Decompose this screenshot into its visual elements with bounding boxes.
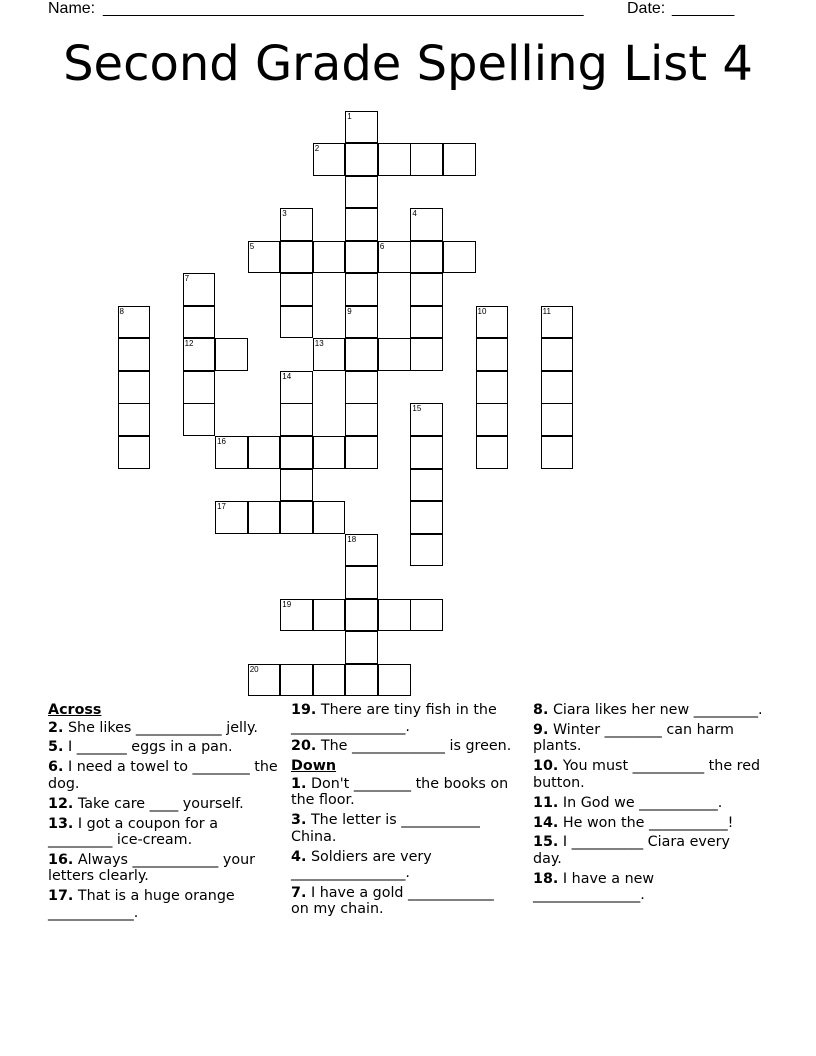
crossword-cell[interactable] <box>183 273 216 306</box>
clue-down-18: 18. I have a new _______________. <box>533 870 655 904</box>
clue-number: 18 <box>347 534 357 544</box>
clue-number: 11 <box>542 306 551 316</box>
crossword-cell[interactable] <box>410 208 443 241</box>
clue-down-9: 9. Winter ________ can harm plants. <box>533 721 734 755</box>
clue-down-15: 15. I __________ Ciara every day. <box>533 834 730 867</box>
crossword-cell[interactable] <box>118 403 151 436</box>
clue-number: 7 <box>184 274 190 284</box>
crossword-cell[interactable] <box>345 631 378 664</box>
clue-across-16: 16. Always ____________ your letters clearly. <box>48 851 256 885</box>
date-label: Date: <box>627 0 666 17</box>
crossword-cell[interactable] <box>476 436 509 469</box>
crossword-cell[interactable] <box>541 306 574 339</box>
crossword-cell[interactable] <box>215 501 248 534</box>
crossword-cell[interactable] <box>410 501 443 534</box>
crossword-cell[interactable] <box>118 371 151 404</box>
clues-column-3 <box>533 702 763 907</box>
crossword-cell[interactable] <box>345 534 378 567</box>
crossword-cell[interactable] <box>345 338 378 371</box>
crossword-cell[interactable] <box>345 599 378 632</box>
crossword-cell[interactable] <box>541 371 574 404</box>
crossword-cell[interactable] <box>443 241 476 274</box>
clue-number: 1 <box>347 111 352 121</box>
clue-number: 6 <box>379 241 385 251</box>
crossword-cell[interactable] <box>215 436 248 469</box>
crossword-cell[interactable] <box>476 306 509 339</box>
clue-number: 2 <box>314 144 320 154</box>
crossword-cell[interactable] <box>345 176 378 209</box>
clue-down-10: 10. You must __________ the red button. <box>533 758 761 791</box>
crossword-cell[interactable] <box>410 436 443 469</box>
crossword-cell[interactable] <box>280 371 313 404</box>
crossword-cell[interactable] <box>215 338 248 371</box>
across-heading: Across <box>48 702 102 718</box>
clue-number: 9 <box>347 306 352 316</box>
clue-across-19: 19. There are tiny fish in the ________________. <box>291 702 497 735</box>
clue-down-7: 7. I have a gold ____________ on my chain. <box>291 884 494 918</box>
crossword-cell[interactable] <box>410 143 443 176</box>
crossword-cell[interactable] <box>280 208 313 241</box>
crossword-cell[interactable] <box>118 306 151 339</box>
clue-down-11: 11. In God we ___________. <box>533 794 723 811</box>
name-field[interactable]: ______________________________________________________ <box>103 0 584 17</box>
crossword-cell[interactable] <box>476 371 509 404</box>
crossword-cell[interactable] <box>313 436 346 469</box>
crossword-cell[interactable] <box>183 371 216 404</box>
clue-number: 8 <box>119 306 124 316</box>
crossword-cell[interactable] <box>345 566 378 599</box>
clue-number: 13 <box>314 339 324 349</box>
down-heading: Down <box>291 758 337 775</box>
crossword-cell[interactable] <box>345 143 378 176</box>
crossword-cell[interactable] <box>345 241 378 274</box>
clue-down-4: 4. Soldiers are very ________________. <box>291 848 432 882</box>
clues-column-1 <box>48 702 278 925</box>
clue-number: 12 <box>184 339 194 349</box>
crossword-cell[interactable] <box>313 599 346 632</box>
crossword-cell[interactable] <box>280 664 313 697</box>
clue-down-14: 14. He won the ___________! <box>533 814 734 831</box>
crossword-cell[interactable] <box>410 403 443 436</box>
crossword-cell[interactable] <box>345 664 378 697</box>
crossword-cell[interactable] <box>248 664 281 697</box>
clue-down-3: 3. The letter is ___________ China. <box>291 812 480 845</box>
page-title: Second Grade Spelling List 4 <box>63 36 753 92</box>
crossword-cell[interactable] <box>280 273 313 306</box>
crossword-cell[interactable] <box>313 501 346 534</box>
crossword-cell[interactable] <box>541 436 574 469</box>
clue-number: 19 <box>282 599 292 609</box>
clue-number: 17 <box>217 502 226 512</box>
crossword-cell[interactable] <box>280 599 313 632</box>
crossword-cell[interactable] <box>345 403 378 436</box>
clue-across-17: 17. That is a huge orange ____________. <box>48 888 235 921</box>
clue-down-1: 1. Don't ________ the books on the floor. <box>291 775 509 809</box>
crossword-cell[interactable] <box>476 403 509 436</box>
crossword-cell[interactable] <box>183 403 216 436</box>
clues-column-2 <box>291 702 513 921</box>
crossword-cell[interactable] <box>118 338 151 371</box>
clue-across-5: 5. I _______ eggs in a pan. <box>48 739 233 756</box>
crossword-cell[interactable] <box>248 501 281 534</box>
crossword-cell[interactable] <box>345 306 378 339</box>
crossword-cell[interactable] <box>541 403 574 436</box>
clue-number: 4 <box>412 209 417 219</box>
clue-across-20: 20. The _____________ is green. <box>291 738 512 755</box>
clue-across-6: 6. I need a towel to ________ the dog. <box>48 759 278 792</box>
clue-down-8: 8. Ciara likes her new _________. <box>533 702 763 718</box>
crossword-cell[interactable] <box>410 469 443 502</box>
crossword-cell[interactable] <box>476 338 509 371</box>
crossword-cell[interactable] <box>280 306 313 339</box>
crossword-cell[interactable] <box>378 338 411 371</box>
clue-number: 3 <box>282 209 287 219</box>
crossword-cell[interactable] <box>410 306 443 339</box>
crossword-cell[interactable] <box>410 534 443 567</box>
crossword-cell[interactable] <box>183 338 216 371</box>
clue-number: 15 <box>412 404 422 414</box>
crossword-cell[interactable] <box>443 143 476 176</box>
crossword-cell[interactable] <box>118 436 151 469</box>
date-field[interactable]: _______ <box>672 0 735 17</box>
crossword-cell[interactable] <box>280 436 313 469</box>
clue-number: 16 <box>217 437 226 446</box>
crossword-cell[interactable] <box>313 338 346 371</box>
clue-across-13: 13. I got a coupon for a _________ ice-cream. <box>48 815 218 849</box>
crossword-cell[interactable] <box>280 501 313 534</box>
crossword-cell[interactable] <box>378 664 411 697</box>
crossword-cell[interactable] <box>378 241 411 274</box>
crossword-cell[interactable] <box>313 143 346 176</box>
crossword-cell[interactable] <box>248 241 281 274</box>
crossword-cell[interactable] <box>183 306 216 339</box>
crossword-cell[interactable] <box>345 111 378 144</box>
crossword-cell[interactable] <box>280 469 313 502</box>
clue-across-2: 2. She likes ____________ jelly. <box>48 719 258 736</box>
crossword-cell[interactable] <box>280 241 313 274</box>
crossword-cell[interactable] <box>345 371 378 404</box>
crossword-cell[interactable] <box>345 273 378 306</box>
crossword-cell[interactable] <box>410 338 443 371</box>
crossword-cell[interactable] <box>541 338 574 371</box>
clue-number: 10 <box>477 306 487 316</box>
clue-number: 5 <box>249 241 255 251</box>
crossword-cell[interactable] <box>378 143 411 176</box>
crossword-cell[interactable] <box>410 273 443 306</box>
clue-number: 14 <box>282 371 292 381</box>
crossword-cell[interactable] <box>345 436 378 469</box>
crossword-cell[interactable] <box>248 436 281 469</box>
crossword-cell[interactable] <box>345 208 378 241</box>
crossword-cell[interactable] <box>410 241 443 274</box>
crossword-cell[interactable] <box>378 599 411 632</box>
name-label: Name: <box>48 0 96 17</box>
clue-across-12: 12. Take care ____ yourself. <box>48 795 244 812</box>
crossword-cell[interactable] <box>280 403 313 436</box>
crossword-cell[interactable] <box>313 241 346 274</box>
crossword-cell[interactable] <box>410 599 443 632</box>
crossword-cell[interactable] <box>313 664 346 697</box>
clue-number: 20 <box>249 664 259 674</box>
